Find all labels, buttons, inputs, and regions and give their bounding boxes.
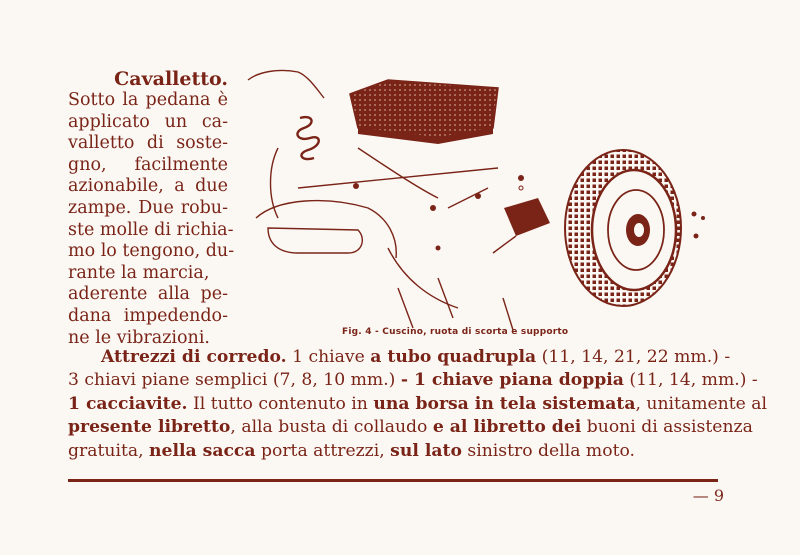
text-run: , alla busta di collaudo xyxy=(230,417,433,438)
paragraph-line: applicato un ca- xyxy=(68,111,228,132)
tools-line xyxy=(68,416,753,439)
text-run: a tubo quadrupla xyxy=(370,347,537,367)
paragraph-line: aderente alla pe- xyxy=(68,284,228,305)
footer-rule xyxy=(68,479,718,482)
small-screws xyxy=(353,183,481,251)
wheel-nuts xyxy=(692,212,706,239)
text-run: Il tutto contenuto in xyxy=(187,393,374,414)
tools-line xyxy=(68,346,731,369)
paragraph-line: ne le vibrazioni. xyxy=(68,327,210,348)
cavalletto-section xyxy=(68,68,235,349)
paragraph-line: Sotto la pedana è xyxy=(68,90,228,110)
scooter-illustration xyxy=(238,58,728,333)
section-heading: Cavalletto. xyxy=(114,68,228,90)
paragraph-line: zampe. Due robu- xyxy=(68,197,228,218)
figure-caption: Fig. 4 - Cuscino, ruota di scorta e supporto xyxy=(342,327,569,337)
text-run: nella sacca xyxy=(149,440,256,461)
paragraph-line: valletto di soste- xyxy=(68,133,228,154)
text-run: 3 chiavi piane semplici (7, 8, 10 mm.) xyxy=(68,370,401,391)
text-run: - 1 chiave piana doppia xyxy=(400,370,624,391)
text-run: 1 cacciavite. xyxy=(68,393,188,414)
paragraph-line: gno, facilmente xyxy=(68,154,228,175)
text-run: e al libretto dei xyxy=(432,417,582,438)
saddle-cushion xyxy=(350,80,498,144)
text-run: sinistro della moto. xyxy=(461,440,635,461)
tools-paragraph xyxy=(68,346,768,463)
text-run: presente libretto xyxy=(68,417,231,438)
paragraph-line: dana impedendo- xyxy=(68,305,228,326)
tools-heading: Attrezzi di corredo. xyxy=(101,347,287,367)
tools-line xyxy=(68,369,758,392)
text-run: una borsa in tela sistemata xyxy=(373,393,636,414)
tools-line xyxy=(68,440,718,463)
text-run: (11, 14, mm.) - xyxy=(623,370,758,391)
text-run: (11, 14, 21, 22 mm.) - xyxy=(536,347,731,367)
text-run: sul lato xyxy=(390,440,462,461)
tools-line xyxy=(68,393,768,416)
text-run: buoni di assistenza xyxy=(581,417,753,438)
text-run: , unitamente al xyxy=(635,393,768,414)
paragraph-line: ste molle di richia- xyxy=(68,219,234,240)
text-run: 1 chiave xyxy=(286,347,371,367)
page-number: — 9 xyxy=(692,486,724,505)
paragraph-line: azionabile, a due xyxy=(68,176,228,197)
text-run: gratuita, xyxy=(68,440,150,461)
spare-wheel xyxy=(565,150,681,306)
paragraph-line: mo lo tengono, du- xyxy=(68,241,235,262)
spring-coil xyxy=(297,117,318,159)
paragraph-line: rante la marcia, xyxy=(68,262,210,283)
mounting-bracket xyxy=(493,175,550,253)
text-run: porta attrezzi, xyxy=(255,440,391,461)
